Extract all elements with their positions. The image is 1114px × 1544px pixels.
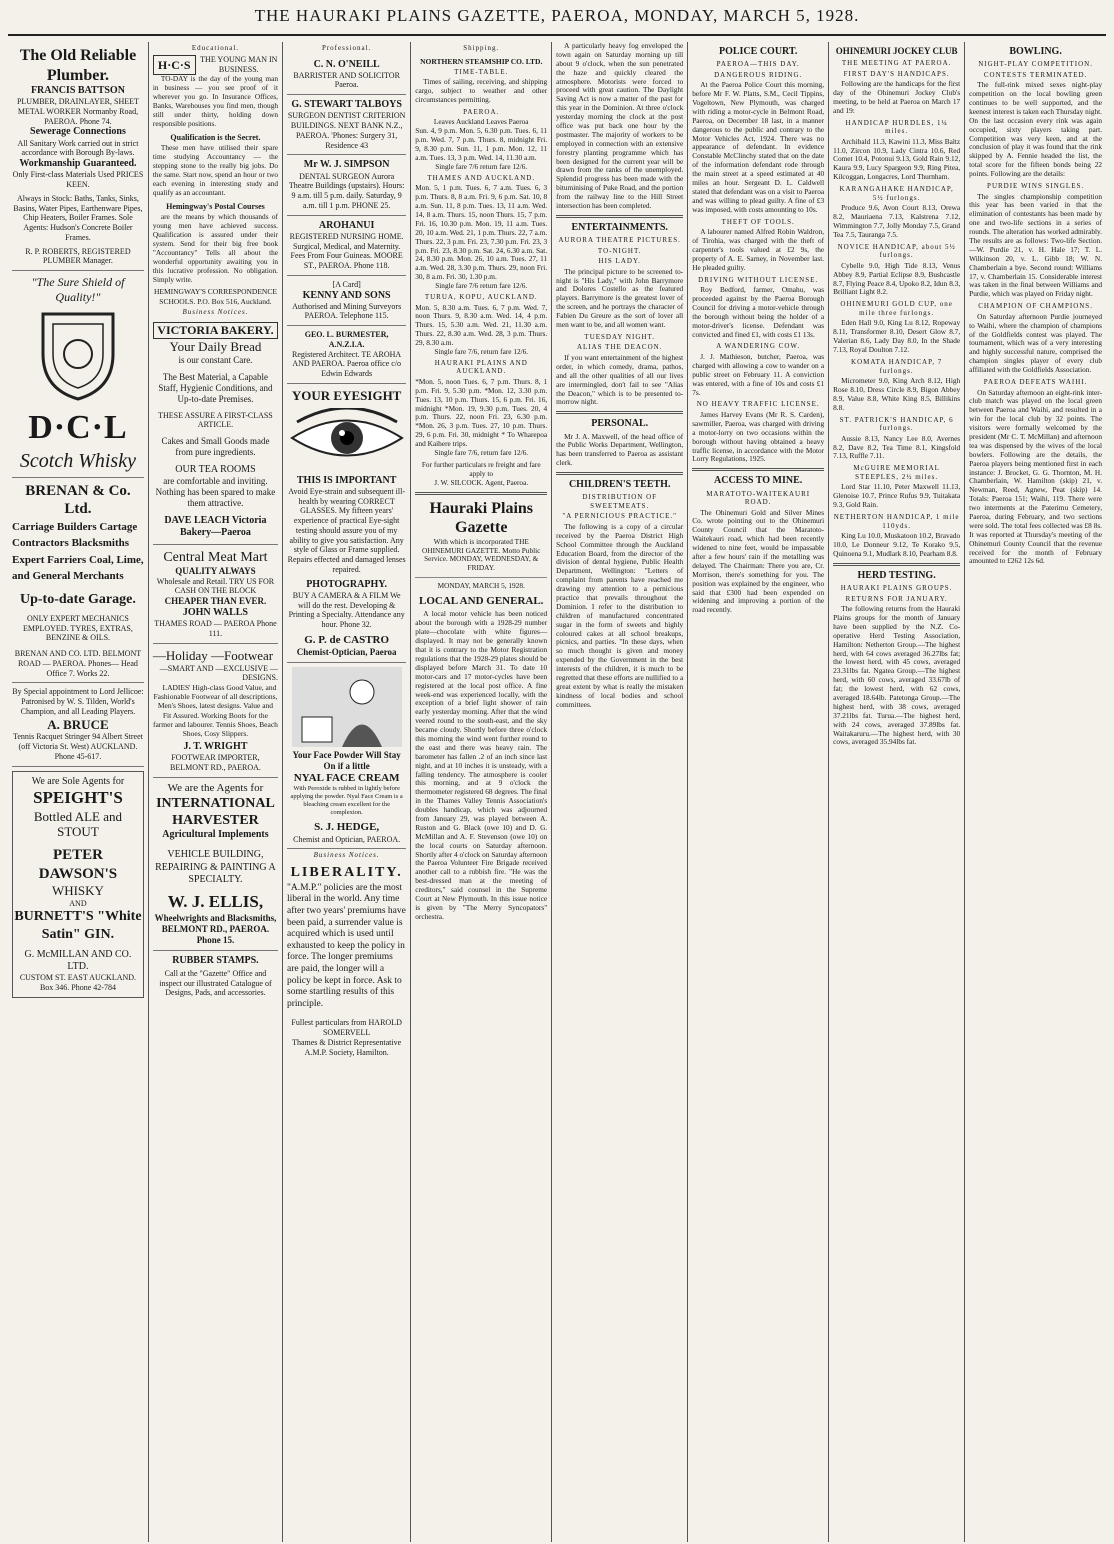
bruce-name: A. BRUCE: [47, 716, 109, 732]
herd-text: The following returns from the Hauraki Plains groups for the month of January have been supplied by the N.Z. Co-operative Herd Testing Association, Hamilton: Netherton Group.—The highest herd, with 64 cows averaged 36.27lbs fat; the lowest herd, with 45 cows, averaged 23.31lbs fat. Ngatea Group.—The highest herd, with 60 cows, averaged 33.67lb of fat; the lowest herd, with 62 cows, averaged 18.64lb. Patetonga Group.—The highest herd, with 38 cows, averaged 37.21lbs fat. Turua.—The highest herd, with 24 cows, averaged 37.89lbs fat. Waitakaruru.—The highest herd, with 30 cows, averaged 35.94lbs fat.: [833, 604, 961, 747]
hemingway-text: are the means by which thousands of young men have achieved success. Qualification is assured under their system. Send for their big free book "Accountancy" Tells all about the wonderful opportunity awaiting you in this lucrative profession. No obligation. Simply write.: [152, 212, 278, 284]
speights-title: SPEIGHT'S: [33, 787, 123, 807]
garage-heading: Up-to-date Garage.: [20, 591, 136, 607]
burmester-lines: Registered Architect. TE AROHA AND PAEROA. Paeroa office c/o Edwin Edwards: [292, 349, 402, 379]
somervell-text: Thames & District Representative A.M.P. Society, Hamilton.: [292, 1037, 402, 1057]
nyal-heading: NYAL FACE CREAM: [293, 772, 400, 785]
jockey-intro: Following are the handicaps for the first day of the Ohinemuri Jockey Club's meeting, to be held at Paeroa on March 17 and 19:: [833, 79, 961, 115]
wandering-heading: A WANDERING COW.: [716, 342, 801, 351]
silcock-text: J. W. SILCOCK. Agent, Paeroa.: [434, 477, 529, 487]
eyesight-text: Avoid Eye-strain and subsequent ill-health by wearing CORRECT GLASSES. My fifteen years' experience of practical Eye-sight testing should assure you of my ability to give you satisfaction. Any style of Glass or Frame supplied. Repairs effected and damaged lenses repaired.: [287, 486, 406, 574]
meeting-heading: THE MEETING AT PAEROA.: [841, 58, 952, 67]
heavy-traffic-text: James Harvey Evans (Mr R. S. Carden), sawmiller, Paeroa, was charged with driving a motor-lorry on two occasions within the borough without having obtained a heavy traffic license, in accordance with the Motor Lorry Regulations, 1925.: [692, 409, 825, 464]
column-6: [688, 42, 829, 1542]
garage-text: ONLY EXPERT MECHANICS EMPLOYED. TYRES, EXTRAS, BENZINE & OILS.: [23, 613, 133, 643]
simpson-lines: DENTAL SURGEON Aurora Theatre Buildings (upstairs). Hours: 9 a.m. till 5 p.m. daily. Saturday, 9 a.m. till 1 p.m. PHONE 25.: [288, 171, 405, 210]
sweetmeats-heading: DISTRIBUTION OF SWEETMEATS.: [582, 493, 658, 510]
eyesight-ad: [287, 384, 406, 663]
purdie-text: The singles championship competition this year has been varied in that the elimination of contestants has been made by one and two-life sections in a series of rounds. The alteration has worked admirably. The results are as follows: Two-life Section.—W. Purdie 21, v. H. Hale 17; T. L. Wilkinson 20, v. L. Gibb 18; W. N. Chamberlain a bye. Second round: Williams 17, v. Chamberlain 15. Considerable interest was taken in the final between Williams and Purdie, which was played on Friday night.: [969, 191, 1103, 299]
fare-thames: Single fare 7/6 return fare 12/6.: [435, 281, 528, 291]
fare-paeroa: Single fare 7/6 return fare 12/6.: [435, 161, 528, 171]
column-8: [965, 42, 1106, 1542]
tearooms-text: are comfortable and inviting. Nothing has been spared to make them attractive.: [155, 476, 276, 509]
column-2: [149, 42, 283, 1542]
further-text: For further particulars re freight and fare apply to: [421, 459, 541, 478]
section-professional: Professional.: [321, 44, 372, 52]
talboys-card: [287, 95, 406, 155]
purdie-heading: PURDIE WINS SINGLES.: [987, 182, 1085, 191]
kenny-name: KENNY AND SONS: [302, 289, 391, 301]
hedge-sub: Chemist and Optician, PAEROA.: [293, 834, 401, 844]
rubber-heading: RUBBER STAMPS.: [172, 954, 259, 966]
peter-dawson: PETER DAWSON'S: [38, 847, 118, 882]
patrick-text: Aussie 8.13, Nancy Lee 8.0, Avernes 8.2, Dave 8.2, Tea Time 8.1, Kingsfold 7.13, Ruffle 7.11.: [833, 433, 961, 461]
fare-hauraki: Single fare 7/6, return fare 12/6.: [434, 448, 529, 458]
wholesale-text: Wholesale and Retail. TRY US FOR CASH ON THE BLOCK: [156, 576, 275, 596]
gold-cup-text: Eden Hall 9.0, King Lu 8.12, Ropeway 8.11, Transformer 8.10, Desert Glow 8.7, Valerian 8.6, Lady Day 8.0, In the Shade 7.13, Royal Doulton 7.12.: [833, 318, 961, 355]
holiday-footwear: —Holiday —Footwear: [152, 647, 274, 663]
novice-text: Cybelle 9.0, High Tide 8.13, Venus Abbey 8.9, Partial Eclipse 8.9, Bushcastle 8.7, Flying Peace 8.4, Upoko 8.2, Idun 8.3, Brilliant Light 8.2.: [833, 260, 961, 297]
woman-illustration-icon: [292, 667, 402, 747]
night-play-heading: NIGHT-PLAY COMPETITION.: [978, 60, 1093, 69]
brenan-address: BRENAN AND CO. LTD. BELMONT ROAD — PAEROA. Phones— Head Office 7. Works 22.: [14, 649, 142, 678]
divider: [556, 215, 683, 218]
karangahake-text: Produce 9.6, Avon Court 8.13, Orewa 8.2, Mauriaena 7.13, Kalstrena 7.12, Wimmington 7.7, Jolly Monday 7.5, Grand Tea 7.5, Tauranga 7.5.: [833, 203, 961, 239]
timetable-text: Times of sailing, receiving, and shipping cargo, subject to weather and other circumstances permitting.: [415, 77, 548, 104]
hauraki-heading: HAURAKI PLAINS AND AUCKLAND.: [434, 358, 528, 376]
qualification-text: These men have utilised their spare time studying Accountancy — the stepping stone to the really big jobs. Do the same. Start now, spend an hour or two each evening in interesting study and qualify as an accountant.: [152, 143, 278, 197]
agents-text: We are the Agents for: [167, 781, 264, 794]
bowling-heading: BOWLING.: [1009, 46, 1062, 57]
best-material: The Best Material, a Capable Staff, Hygienic Conditions, and Up-to-date Premises.: [158, 371, 273, 404]
edu-text: TO-DAY is the day of the young man in business — you see proof of it wherever you go. In Insurance Offices, Banks, Warehouses you find men, though still under thirty, holding down responsible positions.: [152, 74, 278, 128]
access-heading: ACCESS TO MINE.: [714, 475, 803, 487]
cheaper-text: CHEAPER THAN EVER.: [164, 596, 267, 607]
defeats-heading: PAEROA DEFEATS WAIHI.: [983, 378, 1088, 387]
plumber-title: The Old Reliable Plumber.: [19, 47, 137, 84]
liberality-text: "A.M.P." policies are the most liberal in the world. Any time after two years' premiums have been paid, a surrender value is acquired which is used until exhausted to keep the policy in force. The longer premiums are paid, the longer will a policy be kept in force. Ask to some startling results of this principle.: [287, 882, 406, 1009]
hedge-name: S. J. HEDGE,: [314, 821, 380, 834]
personal-heading: PERSONAL.: [591, 418, 649, 430]
bruce-ad: [12, 683, 144, 766]
divider: [415, 492, 547, 495]
and-text: AND: [69, 898, 87, 908]
hurdles-heading: HANDICAP HURDLES, 1¼ miles.: [845, 118, 948, 136]
bruce-text: By Special appointment to Lord Jellicoe: Patronised by W. S. Tilden, World's Champion, and all Leading Players.: [12, 687, 144, 716]
bruce-lines: Tennis Racquet Stringer 94 Albert Street (off Victoria St. West) AUCKLAND. Phone 45-617.: [13, 732, 143, 761]
local-heading: LOCAL AND GENERAL.: [419, 595, 544, 608]
dcl-logo: D·C·L: [28, 409, 128, 447]
walls-address: THAMES ROAD — PAEROA Phone 111.: [154, 619, 277, 638]
deacon-text: If you want entertainment of the highest order, in which comedy, drama, pathos, and all the other qualities of all our lives are intermingled, don't fail to see "Alias the Deacon," which is to be presented to-morrow night.: [556, 353, 684, 407]
police-text: At the Paeroa Police Court this morning, before Mr F. W. Platts, S.M., Cecil Tippins, Vogeltown, New Plymouth, was charged with riding a motor-cycle in Belmont Road, Paeroa, on December 18 last, in a manner dangerous to the public and contrary to the Motor Vehicles Act, 1924. There was no appearance of defendant. In evidence Constable McClinchy stated that on the date of the information defendant rode through the main street at a speed estimated at 40 miles an hour. Sergeant D. L. Caldwell stated that defendant was on a visit to Paeroa and was willing to plead guilty. A fine of £3 was imposed, with costs amounting to 10s.: [692, 80, 825, 214]
speights-ale: Bottled ALE and STOUT: [33, 808, 122, 840]
timetable-heading: TIME-TABLE.: [454, 67, 509, 76]
divider: [415, 577, 547, 578]
divider: [692, 468, 824, 471]
simpson-name: Mr W. J. SIMPSON: [303, 159, 390, 171]
column-3: [283, 42, 411, 1542]
plumber-name: FRANCIS BATTSON: [30, 85, 125, 97]
arohanui-lines: REGISTERED NURSING HOME. Surgical, Medical, and Maternity. Fees From Four Guineas. MOORE ST., PAEROA. Phone 118.: [289, 231, 404, 271]
leaves-header: Leaves Auckland Leaves Paeroa: [433, 117, 529, 127]
first-day-heading: FIRST DAY'S HANDICAPS.: [843, 69, 950, 78]
workmanship-heading: Workmanship Guaranteed.: [19, 158, 137, 170]
column-7: [829, 42, 965, 1542]
personal-text: Mr J. A. Maxwell, of the head office of the Public Works Department, Wellington, has been transferred to Paeroa as assistant clerk.: [556, 431, 684, 468]
harvester-ad: [153, 778, 278, 951]
dcl-ad: [12, 271, 144, 478]
hurdles-text: Archibald 11.3, Kawini 11.3, Miss Baltz 11.0, Zircon 10.9, Lady Cintra 10.6, Red Comet 10.4, Potonui 9.13, Gold Rain 9.12, Kaura 9.9, Lucy Spargeon 9.9, Ring Pitea, Kilcoggan, Longacres, Lord Thurnham.: [833, 136, 961, 182]
tearooms-heading: OUR TEA ROOMS: [175, 464, 256, 476]
children-heading: CHILDREN'S TEETH.: [568, 479, 671, 491]
burmester-card: [287, 326, 406, 384]
children-text: The following is a copy of a circular received by the Paeroa District High School Committee through the Auckland Education Board, from the director of the division of dental hygiene, Public Health Department, Wellington: "Letters of complaint from parents have reached me drawing my attention to a pernicious practice that prevails throughout the Dominion. I refer to the distribution to children of manufactured concentrated sugar in the form of sweets and highly coloured cakes at all school breakups, picnics, and parties. "In these days, when so much thought is given and money expended by the Government in the best interests of the children, it is much to be regretted that these efforts are nullified to a great extent by what is really the mistaken kindness of local bodies and school committees.: [556, 521, 684, 709]
kenny-card-label: [A Card]: [332, 279, 361, 289]
footwear-ad: [153, 644, 278, 778]
ellis-lines: Wheelwrights and Blacksmiths, BELMONT RD., PAEROA. Phone 15.: [154, 912, 277, 945]
cakes-text: Cakes and Small Goods made from pure ingredients.: [161, 436, 270, 458]
speights-intro: We are Sole Agents for: [31, 775, 125, 787]
schedule-hauraki: *Mon. 5, noon Tues. 6, 7 p.m. Thurs. 8, 1 p.m. Fri. 9, 5.30 p.m. *Mon. 12, 3.30 p.m. Tues. 13, 10 p.m. Thurs. 15, 6 p.m. Fri. 16, midnight *Mon. 19, 9.30 p.m. Tues. 20, 4 p.m. Thurs. 22, noon Fri. 23, 6.30 p.m. *Mon. 26, 3 p.m. Tues. 27, 10 p.m. Thurs. 29, 6 p.m. Fri. 30, midnight * To Wharepoa and Kaihere trips.: [415, 376, 548, 449]
bowling-text: The full-rink mixed sexes night-play competition on the local bowling green continues to be well supported, and the keenest interest is taken each Thursday night. On the last occasion every rink was again occupied, sixty players taking part. Competition was very keen, and at the conclusion of play it was found that the rink skipped by A. Fennie headed the list, the total score for the fifteen bonds being 22 points. Following are the details:: [969, 80, 1103, 179]
qualification-heading: Qualification is the Secret.: [170, 132, 261, 142]
rubber-text: Call at the "Gazette" Office and inspect our illustrated Catalogue of Designs, Pads, and accessories.: [159, 968, 272, 998]
turua-heading: TURUA, KOPU, AUCKLAND.: [424, 292, 538, 301]
masthead: THE HAURAKI PLAINS GAZETTE, PAEROA, MONDAY, MARCH 5, 1928.: [8, 6, 1106, 36]
divider: [833, 563, 960, 566]
komata-heading: KOMATA HANDICAP, 7 furlongs.: [851, 357, 943, 375]
local-text: A local motor vehicle has been noticed about the borough with a 1928-29 number plate—chocolate with white figures—displayed. It may not be generally known that it is contrary to the Motor Registration regulations that the 1928-29 plates should be displayed before March 31. To date 10 motor-cars and 17 motor-cycles have been registered at the local post office. A fine week-end was experienced locally, with the exception of a brief light shower of rain early yesterday morning. After that the wind veered round to the south-east, and the sky became cloudy. Shortly before three o'clock this morning the wind went further round to the east and there was heavy rain. The barometer has fallen .2 of an inch since last night, and at 10 inches it is unsteady, with a falling tendency. The atmosphere is cooler this morning, and at 9 o'clock the thermometer registered 68 degrees. The final in the Thames Valley Tennis Association's doubles handicap, which was adjourned from January 29, was played between A. Ruston and G. Black (owe 10) and D. G. McMillan and A. F. Stevenson (owe 10) on the local courts on Saturday afternoon. Shortly after 4 o'clock on Saturday afternoon the Paeroa Volunteer Fire Brigade received another call to a rubbish fire. "He was the best-dressed man at the meeting of creditors," said counsel in the Supreme Court at New Plymouth. In this issue notice is given by "The Merry Syncopators" orchestra.: [415, 609, 548, 921]
assure-text: THESE ASSURE A FIRST-CLASS ARTICLE.: [158, 410, 273, 430]
nsc-heading: NORTHERN STEAMSHIP CO. LTD.: [420, 56, 543, 66]
mine-road-heading: MARATOTO-WAITEKAURI ROAD.: [706, 489, 811, 507]
manager-text: R. P. ROBERTS, REGISTERED PLUMBER Manager.: [25, 246, 131, 266]
face-powder: Your Face Powder Will Stay On if a little: [292, 750, 401, 772]
liberality-heading: LIBERALITY.: [290, 864, 403, 880]
hcs-header: [153, 55, 278, 76]
schedule-thames: Mon. 5, 1 p.m. Tues. 6, 7 a.m. Tues. 6, 3 p.m. Thurs. 8, 8 a.m. Fri. 9, 6 p.m. Sat. 10, 8 a.m. Sun. 11, 8 p.m. Tues. 13, 11 a.m. Wed. 14, 8 a.m. Thurs. 15, noon Thurs. 15, 7 p.m. Fri. 16, 10.30 p.m. Mon. 19, 11 a.m. Tues. 20, 10 a.m. Wed. 21, 1 p.m. Thurs. 22, 7 a.m. Thurs. 22, 3 p.m. Fri. 23, 7.30 p.m. Fri. 23, 3 p.m. Fri. 23, 8.30 p.m. Sat. 24, 6.30 a.m. Sat. 24, 8.30 p.m. Mon. 26, 10 a.m. Tues. 27, 11 a.m. Wed. 28, 3.30 p.m. Thurs. 29, noon Fri. 30, 8 a.m. Fri. 30, 1.30 p.m.: [415, 183, 548, 282]
agric-text: Agricultural Implements: [162, 829, 269, 841]
jockey-heading: OHINEMURI JOCKEY CLUB: [835, 46, 958, 56]
john-walls: JOHN WALLS: [182, 607, 248, 619]
arohanui-card: [287, 216, 406, 276]
patrick-heading: ST. PATRICK'S HANDICAP, 6 furlongs.: [839, 415, 954, 433]
wright-address: FOOTWEAR IMPORTER, BELMONT RD., PAEROA.: [169, 753, 261, 772]
dangerous-heading: DANGEROUS RIDING.: [714, 70, 803, 79]
oneill-name: C. N. O'NEILL: [313, 58, 380, 70]
schedule-turua: Mon. 5, 8.30 a.m. Tues. 6, 7 p.m. Wed. 7, noon Thurs. 9, 8.30 a.m. Wed. 14, 4 p.m. Thurs. 15, 5.30 a.m. Wed. 21, 11.30 a.m. Thurs. 22, 8.30 a.m. Wed. 28, 3 p.m. Thurs. 29, 8.30 a.m.: [415, 302, 548, 348]
fullest-text: Fullest particulars from HAROLD SOMERVELL: [291, 1018, 402, 1038]
photography-text: BUY A CAMERA & A FILM We will do the rest. Developing & Printing a Specialty. Attendance any hour. Phone 32.: [288, 590, 405, 630]
driving-text: Roy Bedford, farmer, Omahu, was proceeded against by the Paeroa Borough Council for driving a motor-vehicle through the borough without being the holder of a motor-driver's license. Defendant was convicted and fined £1, with costs £1 13s.: [692, 285, 825, 339]
column-1: [8, 42, 149, 1542]
plumber-ad: [12, 42, 144, 271]
thames-heading: THAMES AND AUCKLAND.: [427, 173, 536, 182]
plumber-lines: PLUMBER, DRAINLAYER, SHEET METAL WORKER Normanby Road, PAEROA. Phone 74.: [16, 97, 139, 126]
stock-text: Always in Stock: Baths, Tanks, Sinks, Basins, Water Pipes, Earthenware Pipes, Chip Heaters, Boiler Frames. Sole Agents: Hudson's Concrete Boiler Frames.: [13, 193, 143, 242]
burmester-name: GEO. L. BURMESTER, A.N.Z.I.A.: [304, 330, 389, 349]
burnett-gin: BURNETT'S "White Satin" GIN.: [14, 909, 142, 942]
returns-heading: RETURNS FOR JANUARY.: [845, 594, 948, 603]
police-heading: POLICE COURT.: [718, 46, 798, 57]
workmanship-text: Only First-class Materials Used PRICES KEEN.: [12, 170, 144, 190]
nyal-ad: [287, 663, 406, 849]
driving-heading: DRIVING WITHOUT LICENSE.: [698, 275, 819, 284]
paeroa-heading: PAEROA.: [463, 107, 500, 116]
gold-cup-heading: OHINEMURI GOLD CUP, one mile three furlongs.: [840, 300, 953, 317]
mcguire-text: Lord Star 11.10, Peter Maxwell 11.13, Glenoise 10.7, Prince Rufus 9.9, Tuitakata 9.3, Gold Rain.: [833, 482, 961, 510]
divider: [556, 411, 683, 414]
theft-heading: THEFT OF TOOLS.: [721, 217, 795, 226]
his-lady-heading: HIS LADY.: [598, 257, 641, 266]
young-man-heading: THE YOUNG MAN IN BUSINESS.: [200, 55, 278, 74]
heavy-traffic-heading: NO HEAVY TRAFFIC LICENSE.: [696, 400, 820, 409]
pernicious-heading: "A PERNICIOUS PRACTICE.": [562, 512, 678, 521]
schedule-paeroa: Sun. 4, 9 p.m. Mon. 5, 6.30 p.m. Tues. 6, 11 p.m. Wed. 7, 7 p.m. Thurs. 8, midnight Fri. 9, 8.30 p.m. Sun. 11, 1 p.m. Mon. 12, 11 a.m. Tues. 13, 3 p.m. Wed. 14, 11.30 a.m.: [415, 126, 548, 162]
columns: [8, 42, 1106, 1542]
wright-name: J. T. WRIGHT: [183, 740, 248, 752]
important-heading: THIS IS IMPORTANT: [296, 474, 397, 486]
photography-heading: PHOTOGRAPHY.: [306, 578, 388, 590]
defeats-text: On Saturday afternoon an eight-rink inter-club match was played on the local green between Paeroa and Waihi, and resulted in a win for the local club by 32 points. The visitors were formally welcomed by the president (Mr C. T. McMillan) and afternoon tea was dispensed by the wives of the local bowlers. Following are the details, the Paeroa players being mentioned first in each instance: J. Brocket, G. G. Thornton, M. H. Chamberlain, W. Hamilton (skip) 21, v. Newman, Reed, Agnew, Peat (skip) 14. Totals: Paeroa 151; Waihi, 119. There were two interments at the Paterimu Cemetery, Paeroa, during February, and two sections were sold. The total fees collected was £8 8s. It was reported at Thursday's meeting of the Ohinemuri County Council that the revenue received for the month of February amounted to £262 12s 6d.: [969, 387, 1103, 566]
mcguire-heading: McGUIRE MEMORIAL STEEPLES, 2½ miles.: [853, 464, 940, 481]
speights-ad: [12, 771, 144, 998]
castro-sub: Chemist-Optician, Paeroa: [296, 647, 397, 658]
section-shipping: Shipping.: [463, 44, 500, 52]
business-notices-2: Business Notices.: [313, 851, 380, 860]
nyal-text: With Peroxide is rubbed in lightly before applying the powder. Nyal Face Cream is a bleaching cream excellent for the complexion.: [290, 785, 403, 817]
kenny-lines: Authorised and Mining Surveyors PAEROA. Telephone 115.: [292, 301, 402, 321]
ellis-name: W. J. ELLIS,: [167, 891, 264, 911]
shield-icon: [33, 304, 123, 404]
aurora-heading: AURORA THEATRE PICTURES.: [558, 236, 681, 245]
netherton-heading: NETHERTON HANDICAP, 1 mile 110yds.: [833, 513, 960, 530]
fare-turua: Single fare 7/6, return fare 12/6.: [434, 346, 529, 356]
mcmillan-name: G. McMILLAN AND CO. LTD.: [24, 948, 132, 972]
eye-icon: [287, 408, 407, 468]
harvester-heading: INTERNATIONAL HARVESTER: [156, 796, 275, 829]
mine-text: The Ohinemuri Gold and Silver Mines Co. wrote pointing out to the Ohinemuri County Council that the Maratoto-Waitekauri road, which had been recently widened to nine feet, would be impassable after a few hours' rain if the metalling was delayed. The Chairman: There you are, Cr. Morrison, there's something for you. The position was explained by the engineer, who said that £300 had been expended on widening and improving a portion of the road recently.: [692, 507, 825, 615]
contests-heading: CONTESTS TERMINATED.: [983, 70, 1088, 79]
oneill-lines: BARRISTER AND SOLICITOR Paeroa.: [293, 70, 400, 90]
his-lady-text: The principal picture to be screened to-night is "His Lady," with John Barrymore and Dolores Costello as the featured players. Barrymore is the greatest lover of the screen, and he portrays the character of Fabien Du Greure as the sort of lover all men want to be, and all women want.: [556, 266, 684, 330]
eyesight-heading: YOUR EYESIGHT: [291, 387, 402, 403]
meat-mart-ad: [153, 545, 278, 644]
dave-leach: DAVE LEACH Victoria Bakery—Paeroa: [164, 515, 267, 539]
deacon-heading: ALIAS THE DEACON.: [576, 343, 663, 352]
smart-designs: —SMART AND —EXCLUSIVE —DESIGNS.: [159, 663, 278, 683]
sewerage-text: All Sanitary Work carried out in strict accordance with Borough By-laws.: [17, 138, 139, 158]
hemingway-heading: Hemingway's Postal Courses: [166, 201, 265, 211]
section-educational: Educational.: [191, 44, 240, 52]
netherton-text: King Lu 10.0, Muskatoon 10.2, Bravado 10.0, Le Donneur 9.12, Te Korako 9.5, Quinoena 9.1, Mudlark 8.10, Pearham 8.8.: [833, 531, 961, 558]
sewerage-heading: Sewerage Connections: [30, 126, 126, 138]
tuesday-heading: TUESDAY NIGHT.: [584, 332, 655, 341]
kenny-card: [287, 276, 406, 326]
oneill-card: [287, 55, 406, 96]
paeroa-day: PAEROA—THIS DAY.: [716, 60, 800, 69]
shield-slogan: "The Sure Shield of Quality!": [31, 275, 125, 304]
central-meat: Central Meat Mart: [163, 549, 268, 565]
komata-text: Micrometer 9.0, King Arch 8.12, High Rose 8.10, Dress Circle 8.9, Bigon Abbey 8.9, Value 8.8, White King 8.5, Billikins 8.8.: [833, 376, 961, 412]
tonight-heading: TO-NIGHT.: [597, 246, 642, 255]
box-phone: Box 346. Phone 42-784: [39, 982, 116, 992]
champion-text: On Saturday afternoon Purdie journeyed to Waihi, where the champion of champions of the Goldfields contest was played. The tournament, which was of a very interesting and highly successful nature, comprised the champion singles player of every club affiliated with the Goldfields Association.: [969, 311, 1103, 375]
theft-text: A labourer named Alfred Robin Waldron, of Tirohia, was charged with the theft of carpenter's tools valued at £2 9s, the property of A. E. Sarney, in November last. He pleaded guilty.: [692, 227, 825, 272]
gazette-title: Hauraki Plains Gazette: [429, 499, 534, 537]
column-4: [411, 42, 552, 1542]
karangahake-heading: KARANGAHAKE HANDICAP, 5½ furlongs.: [839, 185, 954, 202]
talboys-lines: SURGEON DENTIST CRITERION BUILDINGS. NEXT BANK N.Z., PAEROA. 'Phones: Surgery 31, Residence 43: [287, 111, 406, 150]
herd-heading: HERD TESTING.: [857, 569, 936, 581]
hemingway-school: HEMINGWAY'S CORRESPONDENCE SCHOOLS. P.O. Box 516, Auckland.: [153, 287, 277, 306]
daily-bread: Your Daily Bread: [169, 338, 262, 354]
groups-heading: HAURAKI PLAINS GROUPS.: [840, 584, 953, 592]
champion-heading: CHAMPION OF CHAMPIONS.: [978, 302, 1093, 311]
wandering-text: J. J. Mathieson, butcher, Paeroa, was charged with allowing a cow to wander on a public street on February 11. A conviction was entered, with a fine of 10s and costs £1 7s.: [692, 352, 825, 397]
news-text: A particularly heavy fog enveloped the town again on Saturday morning up till about 9 o'clock, when the sun penetrated the haze and quickly cleared the atmosphere. Motorists were forced to proceed with great caution. The Daylight Saving Act is now a matter of the past for this year in the Dominion. At three o'clock yesterday morning the clock at the post office was put back one hour by the postmaster. The majority of workers to be employed in connection with an extensive forestry planting programme which has been designed for the current year will be drawn from the ranks of the unemployed. Splendid progress has been made with the bituminising of Puke Road, and the portion from the railway line to the Hill Street intersection has been completed.: [556, 42, 684, 211]
mcmillan-address: CUSTOM ST. EAST AUCKLAND.: [19, 973, 137, 982]
victoria-heading: VICTORIA BAKERY.: [153, 322, 278, 339]
scotch-whisky: Scotch Whisky: [19, 449, 136, 472]
vehicle-text: VEHICLE BUILDING, REPAIRING & PAINTING A SPECIALTY.: [155, 849, 276, 885]
novice-heading: NOVICE HANDICAP, about 5½ furlongs.: [837, 242, 956, 260]
column-5: [552, 42, 688, 1542]
brenan-services: Carriage Builders Cartage Contractors Blacksmiths Expert Farriers Coal, Lime, and General Merchants: [12, 520, 144, 583]
entertainments-heading: ENTERTAINMENTS.: [571, 221, 668, 233]
constant-care: is our constant Care.: [178, 354, 253, 365]
business-notices: Business Notices.: [182, 307, 249, 316]
hcs-logo: H·C·S: [153, 55, 196, 76]
quality-always: QUALITY ALWAYS: [175, 565, 256, 576]
divider: [556, 472, 683, 475]
gazette-sub: With which is incorporated THE OHINEMURI GAZETTE. Motto Public Service. MONDAY, WEDNESDAY, & FRIDAY.: [422, 536, 541, 573]
brenan-title: BRENAN & Co. Ltd.: [25, 483, 131, 518]
simpson-card: [287, 155, 406, 215]
arohanui-name: AROHANUI: [318, 219, 375, 231]
victoria-bakery-ad: [153, 318, 278, 544]
ladies-text: LADIES' High-class Good Value, and Fashionable Footwear of all descriptions, Men's Shoes, latest designs. Value and Fit Assured. Working Boots for the farmer and labourer. Tennis Shoes, Beach Shoes, Cosy Slippers.: [152, 683, 278, 738]
brenan-ad: [12, 478, 144, 683]
talboys-name: G. STEWART TALBOYS: [291, 99, 402, 111]
dateline: MONDAY, MARCH 5, 1928.: [437, 581, 525, 591]
whisky-text: WHISKY: [51, 882, 104, 898]
castro-name: G. P. de CASTRO: [304, 633, 390, 646]
